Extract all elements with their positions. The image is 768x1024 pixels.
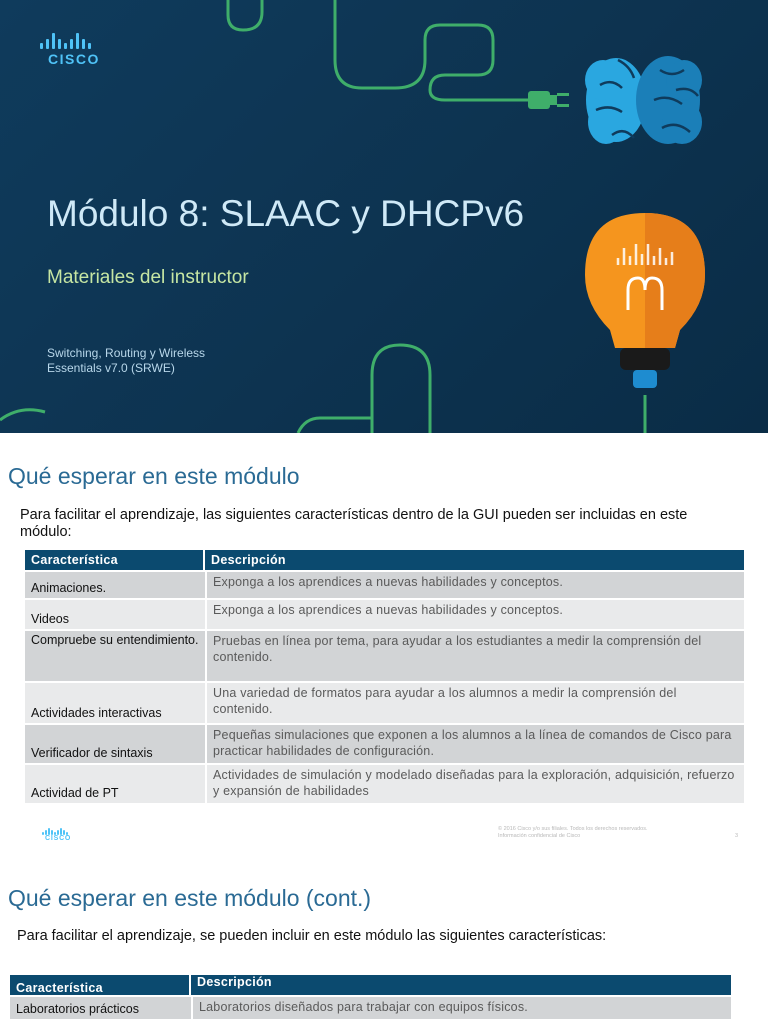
table-row — [25, 683, 744, 723]
table-row — [25, 572, 744, 598]
slide-heading: Qué esperar en este módulo — [8, 463, 300, 489]
footer-cisco-logo — [42, 828, 71, 842]
cisco-logo — [40, 33, 110, 73]
feature-cell: Actividad de PT — [25, 765, 205, 803]
table-row — [10, 997, 731, 1019]
table-row — [25, 765, 744, 803]
slide-what-to-expect-cont — [0, 865, 768, 1024]
feature-cell: Actividades interactivas — [25, 683, 205, 723]
table-header-feature: Característica — [25, 550, 205, 570]
cisco-bars-icon — [40, 33, 110, 49]
slide-heading: Qué esperar en este módulo (cont.) — [8, 885, 372, 911]
features-table — [25, 548, 744, 805]
cisco-wordmark: CISCO — [48, 51, 100, 67]
features-table — [10, 973, 731, 1021]
table-header-description: Descripción — [191, 975, 731, 995]
footer-copyright — [498, 826, 718, 840]
course-name — [47, 346, 307, 376]
course-line-1: Switching, Routing y Wireless — [47, 346, 206, 360]
feature-cell: Verificador de sintaxis — [25, 725, 205, 763]
description-cell: Exponga a los aprendices a nuevas habilidades y conceptos. — [205, 572, 744, 598]
lightbulb-icon — [585, 213, 705, 388]
cisco-bars-icon — [42, 828, 71, 835]
feature-cell: Compruebe su entendimiento. — [25, 631, 205, 681]
description-cell: Laboratorios diseñados para trabajar con equipos físicos. — [191, 997, 731, 1019]
cisco-wordmark: CISCO — [45, 835, 72, 842]
slide-what-to-expect — [0, 433, 768, 865]
description-cell: Pequeñas simulaciones que exponen a los alumnos a la línea de comandos de Cisco para practicar habilidades de configuración. — [205, 725, 744, 763]
description-cell: Una variedad de formatos para ayudar a los alumnos a medir la comprensión del contenido. — [205, 683, 744, 723]
feature-cell: Animaciones. — [25, 572, 205, 598]
table-header-row — [25, 550, 744, 570]
copyright-line-1: © 2016 Cisco y/o sus filiales. Todos los derechos reservados. — [498, 826, 648, 832]
feature-cell: Videos — [25, 600, 205, 629]
plug-icon — [528, 91, 569, 109]
table-header-description: Descripción — [205, 550, 744, 570]
description-cell: Pruebas en línea por tema, para ayudar a los estudiantes a medir la comprensión del contenido. — [205, 631, 744, 681]
slide-intro: Para facilitar el aprendizaje, las siguientes características dentro de la GUI pueden ser incluidas en este módulo: — [20, 507, 688, 540]
table-header-feature: Característica — [10, 975, 191, 995]
feature-cell: Laboratorios prácticos — [10, 997, 191, 1019]
module-title: Módulo 8: SLAAC y DHCPv6 — [47, 193, 525, 234]
table-row — [25, 725, 744, 763]
table-header-row — [10, 975, 731, 995]
table-row — [25, 631, 744, 681]
copyright-line-2: Información confidencial de Cisco — [498, 833, 581, 839]
table-row — [25, 600, 744, 629]
course-line-2: Essentials v7.0 (SRWE) — [47, 361, 175, 375]
description-cell: Actividades de simulación y modelado diseñadas para la exploración, adquisición, refuerzo y expansión de habilidades — [205, 765, 744, 803]
page-number: 3 — [735, 833, 739, 839]
brain-icon — [585, 56, 702, 144]
slide-intro: Para facilitar el aprendizaje, se pueden incluir en este módulo las siguientes características: — [17, 928, 607, 944]
description-cell: Exponga a los aprendices a nuevas habilidades y conceptos. — [205, 600, 744, 629]
title-slide — [0, 0, 768, 433]
module-subtitle: Materiales del instructor — [47, 267, 249, 288]
